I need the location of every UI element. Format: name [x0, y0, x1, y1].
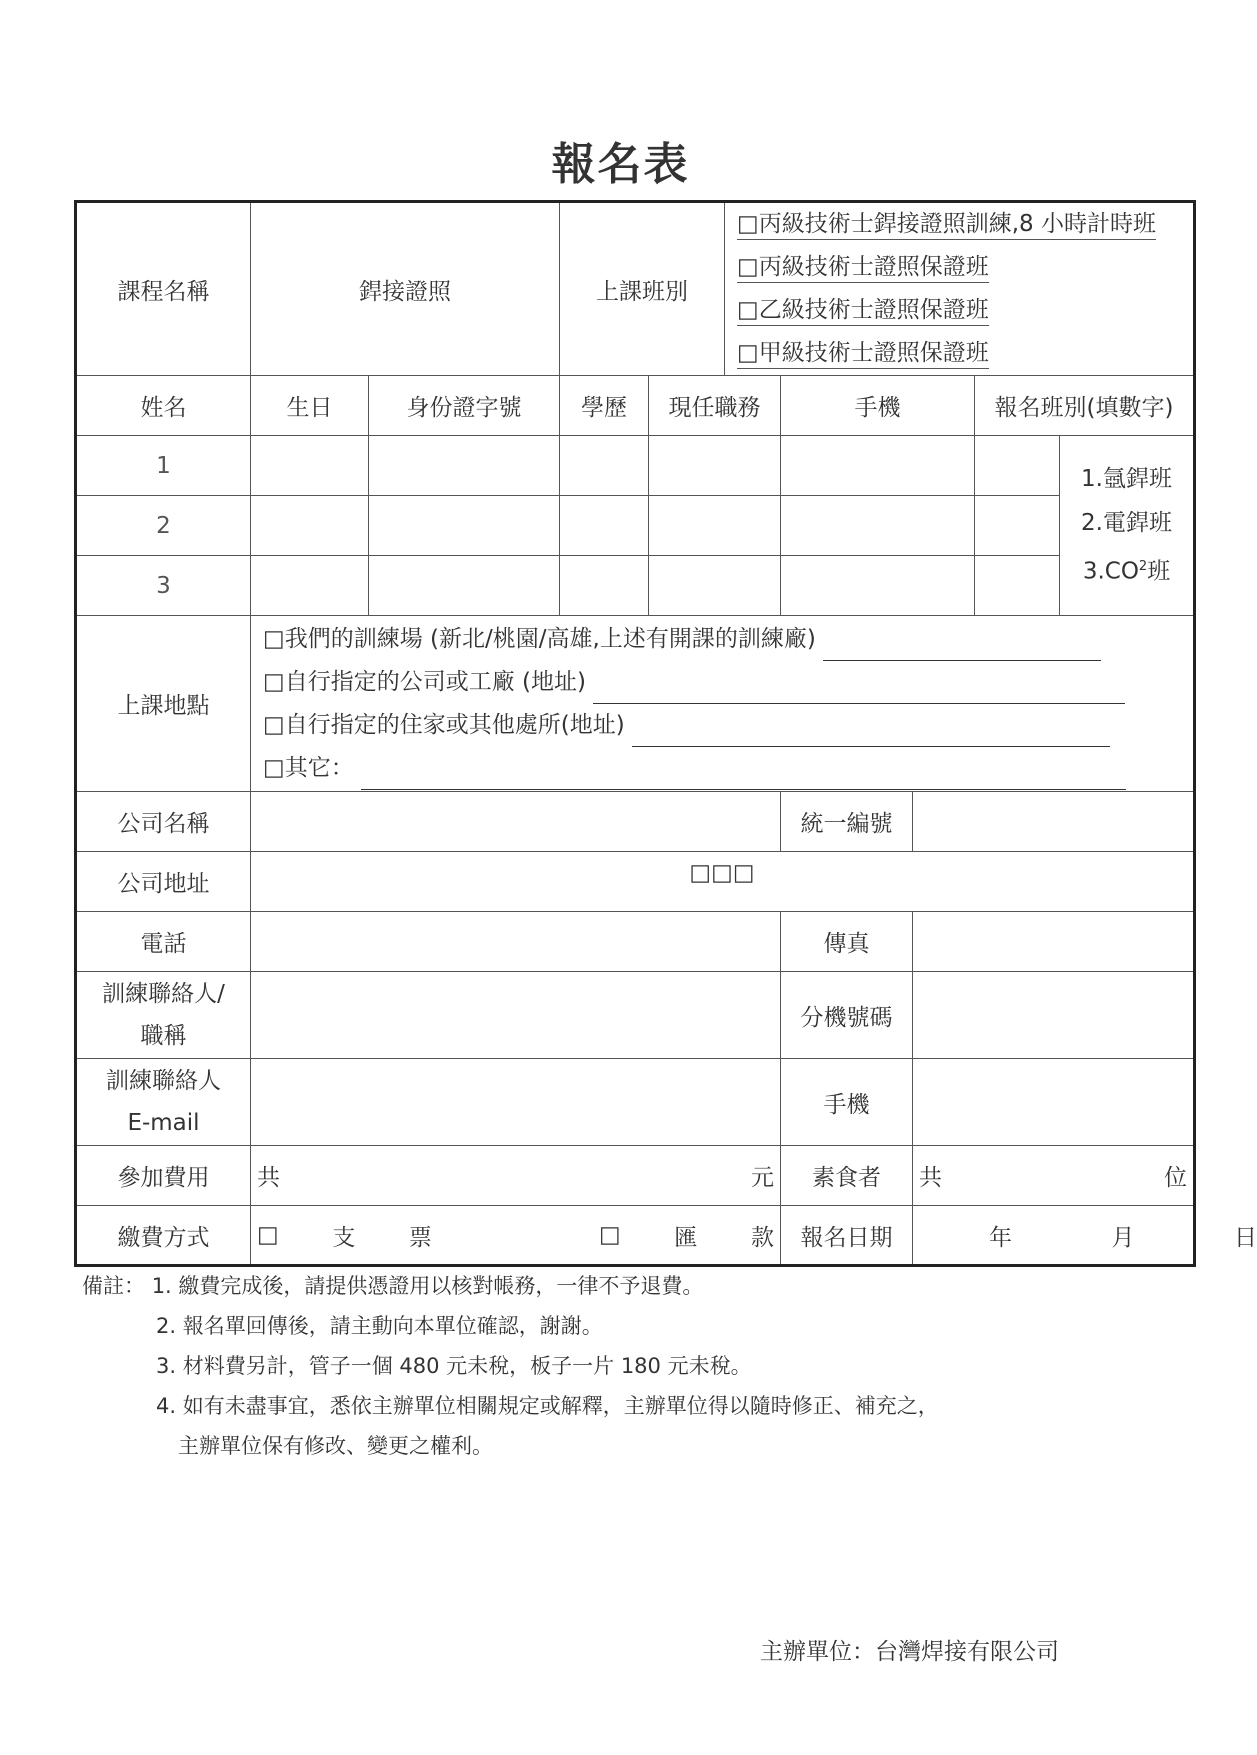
position-cell[interactable]: [649, 436, 781, 496]
location-option-other[interactable]: □其它：: [263, 747, 1187, 790]
birthday-cell[interactable]: [251, 496, 369, 556]
contact-email-cell[interactable]: [251, 1059, 781, 1146]
education-cell[interactable]: [560, 556, 649, 616]
company-name-cell[interactable]: [251, 792, 781, 852]
tax-id-label: 統一編號: [781, 792, 913, 852]
remit-checkbox[interactable]: □: [599, 1222, 621, 1248]
id-number-cell[interactable]: [369, 496, 560, 556]
header-name: 姓名: [76, 376, 251, 436]
mobile-label: 手機: [781, 1059, 913, 1146]
note-4: 4. 如有未盡事宜，悉依主辦單位相關規定或解釋，主辦單位得以隨時修正、補充之，: [156, 1394, 939, 1418]
id-number-cell[interactable]: [369, 436, 560, 496]
notes: [82, 1266, 939, 1466]
fax-label: 傳真: [781, 912, 913, 972]
education-cell[interactable]: [560, 436, 649, 496]
note-1: 備註： 1. 繳費完成後，請提供憑證用以核對帳務，一律不予退費。: [82, 1274, 704, 1298]
class-type-arc: 2.電銲班: [1081, 510, 1172, 537]
row-number: 1: [76, 436, 251, 496]
fee-cell[interactable]: 共 元: [251, 1146, 781, 1206]
note-4-continuation: 主辦單位保有修改、變更之權利。: [178, 1434, 493, 1458]
extension-label: 分機號碼: [781, 972, 913, 1059]
contact-mobile-cell[interactable]: [913, 1059, 1195, 1146]
course-name-value: 銲接證照: [251, 202, 560, 376]
class-type-argon: 1.氬銲班: [1081, 466, 1172, 493]
vegetarian-label: 素食者: [781, 1146, 913, 1206]
header-mobile: 手機: [781, 376, 975, 436]
location-option-home[interactable]: □自行指定的住家或其他處所(地址): [263, 704, 1187, 747]
contact-title-label: 訓練聯絡人/ 職稱: [76, 972, 251, 1059]
location-options: [251, 616, 1195, 792]
fax-cell[interactable]: [913, 912, 1195, 972]
birthday-cell[interactable]: [251, 436, 369, 496]
location-label: 上課地點: [76, 616, 251, 792]
company-address-cell[interactable]: □□□: [251, 852, 1195, 912]
education-cell[interactable]: [560, 496, 649, 556]
mobile-cell[interactable]: [781, 436, 975, 496]
class-choice-cell[interactable]: [975, 556, 1060, 616]
header-position: 現任職務: [649, 376, 781, 436]
vegetarian-cell[interactable]: 共 位: [913, 1146, 1195, 1206]
class-option-4[interactable]: □甲級技術士證照保證班: [737, 332, 1187, 375]
contact-title-cell[interactable]: [251, 972, 781, 1059]
class-choice-cell[interactable]: [975, 436, 1060, 496]
note-3: 3. 材料費另計，管子一個 480 元未稅，板子一片 180 元未稅。: [156, 1354, 752, 1378]
signup-date-cell[interactable]: 年 月 日: [913, 1206, 1195, 1266]
class-options: [725, 202, 1195, 376]
company-name-label: 公司名稱: [76, 792, 251, 852]
fee-label: 參加費用: [76, 1146, 251, 1206]
id-number-cell[interactable]: [369, 556, 560, 616]
class-option-1[interactable]: □丙級技術士銲接證照訓練,8 小時計時班: [737, 203, 1187, 246]
extension-cell[interactable]: [913, 972, 1195, 1059]
mobile-cell[interactable]: [781, 556, 975, 616]
position-cell[interactable]: [649, 556, 781, 616]
row-number: 3: [76, 556, 251, 616]
header-id-number: 身份證字號: [369, 376, 560, 436]
signup-date-label: 報名日期: [781, 1206, 913, 1266]
payment-label: 繳費方式: [76, 1206, 251, 1266]
contact-email-label: 訓練聯絡人 E-mail: [76, 1059, 251, 1146]
header-birthday: 生日: [251, 376, 369, 436]
organizer: 主辦單位：台灣焊接有限公司: [760, 1639, 1059, 1665]
header-class-choice: 報名班別(填數字): [975, 376, 1195, 436]
phone-cell[interactable]: [251, 912, 781, 972]
company-address-label: 公司地址: [76, 852, 251, 912]
mobile-cell[interactable]: [781, 496, 975, 556]
class-option-2[interactable]: □丙級技術士證照保證班: [737, 246, 1187, 289]
location-option-company[interactable]: □自行指定的公司或工廠 (地址): [263, 661, 1187, 704]
class-type-legend: [1060, 436, 1195, 616]
check-checkbox[interactable]: □: [257, 1222, 279, 1248]
class-choice-cell[interactable]: [975, 496, 1060, 556]
note-2: 2. 報名單回傳後，請主動向本單位確認，謝謝。: [156, 1314, 603, 1338]
class-type-label: 上課班別: [560, 202, 725, 376]
position-cell[interactable]: [649, 496, 781, 556]
class-type-co2: $3.CO^2$班: [1082, 558, 1171, 585]
location-option-training-site[interactable]: □我們的訓練場 (新北/桃園/高雄,上述有開課的訓練廠): [263, 618, 1187, 661]
phone-label: 電話: [76, 912, 251, 972]
birthday-cell[interactable]: [251, 556, 369, 616]
page-title: 報名表: [551, 139, 690, 190]
course-name-label: 課程名稱: [76, 202, 251, 376]
registration-form: [74, 200, 1257, 1267]
row-number: 2: [76, 496, 251, 556]
class-option-3[interactable]: □乙級技術士證照保證班: [737, 289, 1187, 332]
tax-id-cell[interactable]: [913, 792, 1195, 852]
header-education: 學歷: [560, 376, 649, 436]
payment-options: □ 支 票 □ 匯 款: [251, 1206, 781, 1266]
